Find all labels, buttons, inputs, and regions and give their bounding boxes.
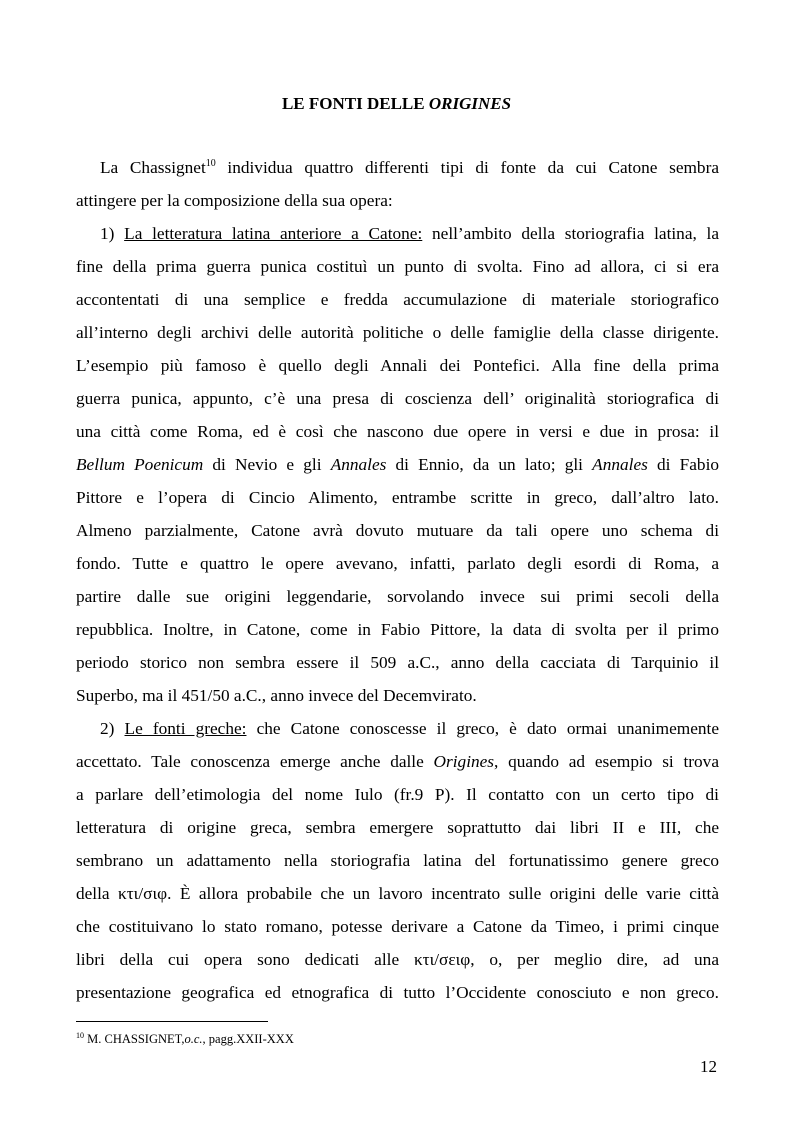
text-line: accontentati di una semplice e fredda accumulazione di materiale storiografico: [76, 290, 719, 309]
text-line: a parlare dell’etimologia del nome Iulo (fr.9 P). Il contatto con un certo tipo di: [76, 785, 719, 804]
text-line: che costituivano lo stato romano, potesse derivare a Catone da Timeo, i primi cinque: [76, 917, 719, 936]
text-line: repubblica. Inoltre, in Catone, come in Fabio Pittore, la data di svolta per il primo: [76, 620, 719, 639]
footnote-mark: 10: [76, 1030, 84, 1040]
page-title: [0, 94, 793, 114]
text-line: Bellum Poenicum di Nevio e gli Annales di Ennio, da un lato; gli Annales di Fabio: [76, 455, 720, 474]
text-line: Almeno parzialmente, Catone avrà dovuto mutuare da tali opere uno schema di: [76, 521, 719, 540]
title-text: LE FONTI DELLE: [281, 94, 429, 113]
text-line: periodo storico non sembra essere il 509 a.C., anno della cacciata di Tarquinio il: [76, 653, 719, 672]
page-number: 12: [700, 1057, 717, 1076]
text-line: accettato. Tale conoscenza emerge anche dalle Origines, quando ad esempio si trova: [76, 752, 719, 771]
text-line: all’interno degli archivi delle autorità politiche o delle famiglie della classe dirigente.: [76, 323, 719, 342]
text-line: attingere per la composizione della sua opera:: [76, 191, 393, 210]
footnote-divider: [76, 1021, 268, 1022]
text-line: guerra punica, appunto, c’è una presa di coscienza dell’ originalità storiografica di: [76, 389, 719, 408]
text-line: una città come Roma, ed è così che nascono due opere in versi e due in prosa: il: [76, 422, 719, 441]
text-line: La Chassignet$^{10}$ individua quattro differenti tipi di fonte da cui Catone sembra: [100, 158, 719, 177]
text-line: della κτι/σιφ. È allora probabile che un lavoro incentrato sulle origini delle varie città: [76, 884, 719, 903]
text-line: 2) Le fonti greche: che Catone conoscesse il greco, è dato ormai unanimemente: [100, 719, 719, 738]
section-1-heading: La letteratura latina anteriore a Catone:: [124, 224, 423, 243]
title-italic: ORIGINES: [428, 94, 512, 113]
text-line: presentazione geografica ed etnografica di tutto l’Occidente conosciuto e non greco.: [76, 983, 719, 1002]
text-line: Pittore e l’opera di Cincio Alimento, entrambe scritte in greco, dall’altro lato.: [76, 488, 719, 507]
section-2-heading: Le fonti greche:: [124, 719, 247, 738]
text-line: libri della cui opera sono dedicati alle κτι/σειφ, o, per meglio dire, ad una: [76, 950, 719, 969]
text-line: partire dalle sue origini leggendarie, sorvolando invece sui primi secoli della: [76, 587, 719, 606]
text-line: L’esempio più famoso è quello degli Annali dei Pontefici. Alla fine della prima: [76, 356, 719, 375]
footnote: $^{10}$ M. CHASSIGNET,o.c., pagg.XXII-XXX: [76, 1030, 294, 1046]
text-line: Superbo, ma il 451/50 a.C., anno invece del Decemvirato.: [76, 686, 477, 705]
text-line: fine della prima guerra punica costituì un punto di svolta. Fino ad allora, ci si era: [76, 257, 719, 276]
text-line: fondo. Tutte e quattro le opere avevano, infatti, parlato degli esordi di Roma, a: [76, 554, 719, 573]
footnote-ref[interactable]: 10: [205, 158, 216, 170]
text-line: sembrano un adattamento nella storiografia latina del fortunatissimo genere greco: [76, 851, 719, 870]
text-line: letteratura di origine greca, sembra emergere soprattutto dai libri II e III, che: [76, 818, 719, 837]
text-line: 1) La letteratura latina anteriore a Catone: nell’ambito della storiografia latina, la: [100, 224, 720, 243]
